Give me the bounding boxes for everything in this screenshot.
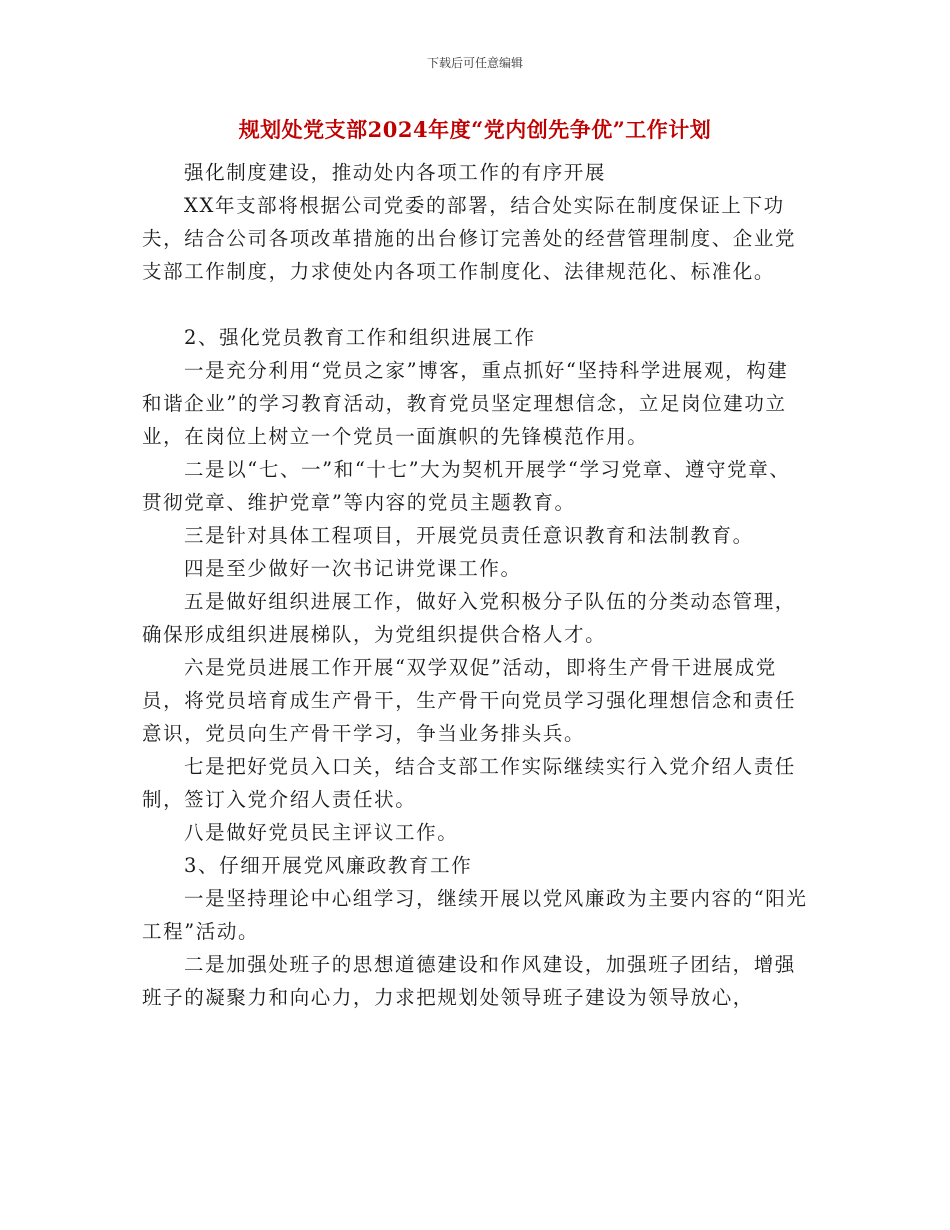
paragraph: 五是做好组织进展工作，做好入党积极分子队伍的分类动态管理，确保形成组织进展梯队，为党组织提供合格人才。 [142, 590, 796, 646]
section-heading: 3、仔细开展党风廉政教育工作 [184, 854, 473, 877]
section-heading: 2、强化党员教育工作和组织进展工作 [184, 326, 536, 349]
paragraph: 八是做好党员民主评议工作。 [184, 821, 459, 844]
page-header-note: 下载后可任意编辑 [426, 56, 523, 70]
spacer [142, 288, 808, 321]
paragraph: 一是坚持理论中心组学习，继续开展以党风廉政为主要内容的“阳光工程”活动。 [142, 887, 808, 943]
paragraph: 七是把好党员入口关，结合支部工作实际继续实行入党介绍人责任制，签订入党介绍人责任状。 [142, 755, 796, 811]
paragraph: 二是以“七、一”和“十七”大为契机开展学“学习党章、遵守党章、贯彻党章、维护党章”等内容的党员主题教育。 [142, 458, 791, 514]
paragraph: XX年支部将根据公司党委的部署，结合处实际在制度保证上下功夫，结合公司各项改革措施的出台修订完善处的经营管理制度、企业党支部工作制度，力求使处内各项工作制度化、法律规范化、标准化。 [142, 194, 797, 283]
section-heading: 强化制度建设，推动处内各项工作的有序开展 [184, 161, 607, 184]
paragraph: 四是至少做好一次书记讲党课工作。 [184, 557, 522, 580]
paragraph: 三是针对具体工程项目，开展党员责任意识教育和法制教育。 [184, 524, 754, 547]
paragraph: 一是充分利用“党员之家”博客，重点抓好“坚持科学进展观，构建和谐企业”的学习教育活动，教育党员坚定理想信念，立足岗位建功立业，在岗位上树立一个党员一面旗帜的先锋模范作用。 [142, 359, 789, 448]
paragraph: 六是党员进展工作开展“双学双促”活动，即将生产骨干进展成党员，将党员培育成生产骨干，生产骨干向党员学习强化理想信念和责任意识，党员向生产骨干学习，争当业务排头兵。 [142, 656, 797, 745]
paragraph: 二是加强处班子的思想道德建设和作风建设，加强班子团结，增强班子的凝聚力和向心力，力求把规划处领导班子建设为领导放心， [142, 953, 796, 1009]
document-title: 规划处党支部2024年度“党内创先争优”工作计划 [238, 117, 712, 142]
document-body [142, 156, 808, 1014]
